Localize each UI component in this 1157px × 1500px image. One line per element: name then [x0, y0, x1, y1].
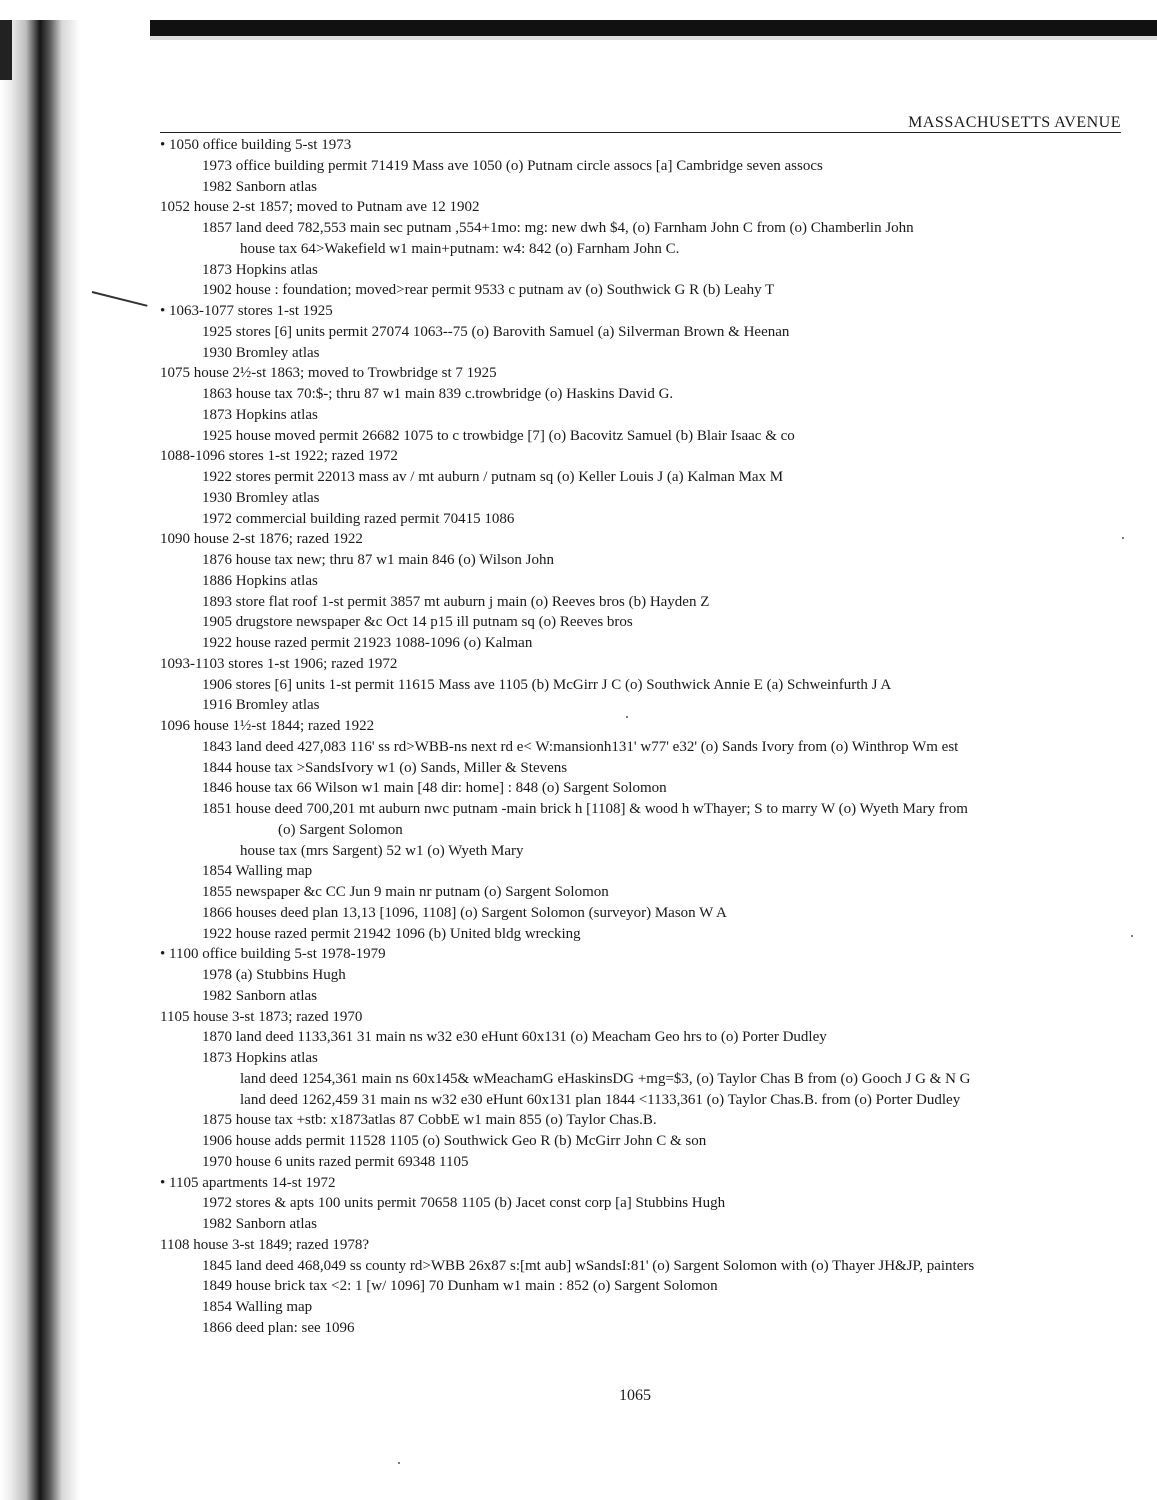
speck: [398, 1462, 400, 1464]
speck: [1122, 537, 1124, 539]
entry-line: 1906 stores [6] units 1-st permit 11615 Mass ave 1105 (b) McGirr J C (o) Southwick Annie E (a) Schweinfurth J A: [202, 676, 892, 693]
entry-heading: • 1050 office building 5-st 1973: [160, 137, 352, 153]
entry-line: house tax 64>Wakefield w1 main+putnam: w4: 842 (o) Farnham John C.: [240, 240, 680, 257]
entry-line: 1893 store flat roof 1-st permit 3857 mt auburn j main (o) Reeves bros (b) Hayden Z: [202, 593, 710, 610]
entry-heading: • 1100 office building 5-st 1978-1979: [160, 946, 386, 963]
entry-heading: • 1063-1077 stores 1-st 1925: [160, 303, 333, 319]
binding-corner: [0, 20, 12, 80]
speck: [626, 716, 628, 718]
entry-line: 1982 Sanborn atlas: [202, 987, 317, 1004]
entry-line: 1925 house moved permit 26682 1075 to c trowbidge [7] (o) Bacovitz Samuel (b) Blair Isaac & co: [202, 427, 795, 444]
top-edge-band: [0, 20, 1157, 36]
entry-line: 1866 deed plan: see 1096: [202, 1319, 355, 1336]
entry-list: [160, 135, 1150, 1339]
page-header: MASSACHUSETTS AVENUE: [160, 113, 1121, 133]
speck: [1131, 935, 1133, 937]
binding-shadow: [0, 20, 150, 1500]
entry-line: 1902 house : foundation; moved>rear permit 9533 c putnam av (o) Southwick G R (b) Leahy T: [202, 282, 775, 299]
entry-line: 1863 house tax 70:$-; thru 87 w1 main 839 c.trowbridge (o) Haskins David G.: [202, 386, 674, 402]
entry-line: 1875 house tax +stb: x1873atlas 87 CobbE w1 main 855 (o) Taylor Chas.B.: [202, 1112, 657, 1129]
entry-line: 1855 newspaper &c CC Jun 9 main nr putnam (o) Sargent Solomon: [202, 884, 609, 900]
entry-line: 1849 house brick tax <2: 1 [w/ 1096] 70 Dunham w1 main : 852 (o) Sargent Solomon: [202, 1278, 718, 1295]
entry-line: 1972 commercial building razed permit 70415 1086: [202, 510, 515, 527]
entry-line: 1970 house 6 units razed permit 69348 1105: [202, 1153, 469, 1170]
entry-line: 1857 land deed 782,553 main sec putnam ,554+1mo: mg: new dwh $4, (o) Farnham John C from (o) Chamberlin John: [202, 220, 914, 236]
entry-heading: 1108 house 3-st 1849; razed 1978?: [160, 1236, 369, 1253]
entry-line: land deed 1254,361 main ns 60x145& wMeachamG eHaskinsDG +mg=$3, (o) Taylor Chas B from (o) Gooch J G & N G: [240, 1070, 971, 1087]
entry-line: 1845 land deed 468,049 ss county rd>WBB 26x87 s:[mt aub] wSandsI:81' (o) Sargent Solomon with (o) Thayer JH&JP, painters: [202, 1257, 975, 1274]
entry-line: (o) Sargent Solomon: [278, 821, 403, 838]
entry-line: 1925 stores [6] units permit 27074 1063--75 (o) Barovith Samuel (a) Silverman Brown & Heenan: [202, 323, 790, 340]
entry-heading: 1090 house 2-st 1876; razed 1922: [160, 531, 363, 548]
entry-line: 1844 house tax >SandsIvory w1 (o) Sands, Miller & Stevens: [202, 759, 568, 776]
entry-line: 1854 Walling map: [202, 1299, 313, 1315]
top-edge-gap: [0, 36, 1157, 40]
entry-line: 1866 houses deed plan 13,13 [1096, 1108] (o) Sargent Solomon (surveyor) Mason W A: [202, 904, 727, 921]
entry-heading: 1096 house 1½-st 1844; razed 1922: [160, 718, 375, 734]
entry-line: house tax (mrs Sargent) 52 w1 (o) Wyeth Mary: [240, 842, 524, 859]
entry-line: 1982 Sanborn atlas: [202, 178, 317, 195]
entry-heading: 1088-1096 stores 1-st 1922; razed 1972: [160, 448, 398, 465]
entry-line: 1973 office building permit 71419 Mass ave 1050 (o) Putnam circle assocs [a] Cambridge seven assocs: [202, 157, 823, 174]
entry-heading: 1105 house 3-st 1873; razed 1970: [160, 1008, 363, 1025]
entry-line: 1930 Bromley atlas: [202, 489, 320, 506]
entry-line: 1876 house tax new; thru 87 w1 main 846 (o) Wilson John: [202, 552, 555, 568]
entry-line: 1873 Hopkins atlas: [202, 1050, 318, 1066]
entry-line: 1922 house razed permit 21923 1088-1096 (o) Kalman: [202, 635, 533, 651]
entry-line: land deed 1262,459 31 main ns w32 e30 eHunt 60x131 plan 1844 <1133,361 (o) Taylor Chas.B. from (o) Porter Dudley: [240, 1091, 961, 1108]
entry-line: 1886 Hopkins atlas: [202, 572, 318, 589]
entry-line: 1873 Hopkins atlas: [202, 406, 318, 423]
entry-line: 1905 drugstore newspaper &c Oct 14 p15 ill putnam sq (o) Reeves bros: [202, 614, 633, 631]
entry-line: 1846 house tax 66 Wilson w1 main [48 dir: home] : 848 (o) Sargent Solomon: [202, 780, 667, 797]
entry-line: 1870 land deed 1133,361 31 main ns w32 e30 eHunt 60x131 (o) Meacham Geo hrs to (o) Porter Dudley: [202, 1029, 827, 1046]
entry-line: 1843 land deed 427,083 116' ss rd>WBB-ns next rd e< W:mansionh131' w77' e32' (o) Sands Ivory from (o) Winthrop Wm est: [202, 738, 959, 755]
entry-line: 1972 stores & apts 100 units permit 70658 1105 (b) Jacet const corp [a] Stubbins Hugh: [202, 1195, 726, 1212]
entry-line: 1922 stores permit 22013 mass av / mt auburn / putnam sq (o) Keller Louis J (a) Kalman Max M: [202, 469, 784, 485]
page-number: 1065: [619, 1387, 651, 1404]
entry-line: 1930 Bromley atlas: [202, 344, 320, 361]
entry-line: 1982 Sanborn atlas: [202, 1216, 317, 1232]
entry-heading: • 1105 apartments 14-st 1972: [160, 1174, 336, 1191]
entry-line: 1978 (a) Stubbins Hugh: [202, 967, 346, 983]
entry-heading: 1075 house 2½-st 1863; moved to Trowbridge st 7 1925: [160, 365, 497, 382]
entry-line: 1906 house adds permit 11528 1105 (o) Southwick Geo R (b) McGirr John C & son: [202, 1133, 707, 1149]
entry-line: 1922 house razed permit 21942 1096 (b) United bldg wrecking: [202, 925, 581, 942]
entry-heading: 1093-1103 stores 1-st 1906; razed 1972: [160, 655, 398, 672]
entry-line: 1854 Walling map: [202, 863, 313, 880]
entry-line: 1916 Bromley atlas: [202, 697, 320, 714]
entry-heading: 1052 house 2-st 1857; moved to Putnam ave 12 1902: [160, 199, 480, 216]
entry-line: 1851 house deed 700,201 mt auburn nwc putnam -main brick h [1108] & wood h wThayer; S to marry W (o) Wyeth Mary from: [202, 801, 968, 817]
entry-line: 1873 Hopkins atlas: [202, 261, 318, 278]
